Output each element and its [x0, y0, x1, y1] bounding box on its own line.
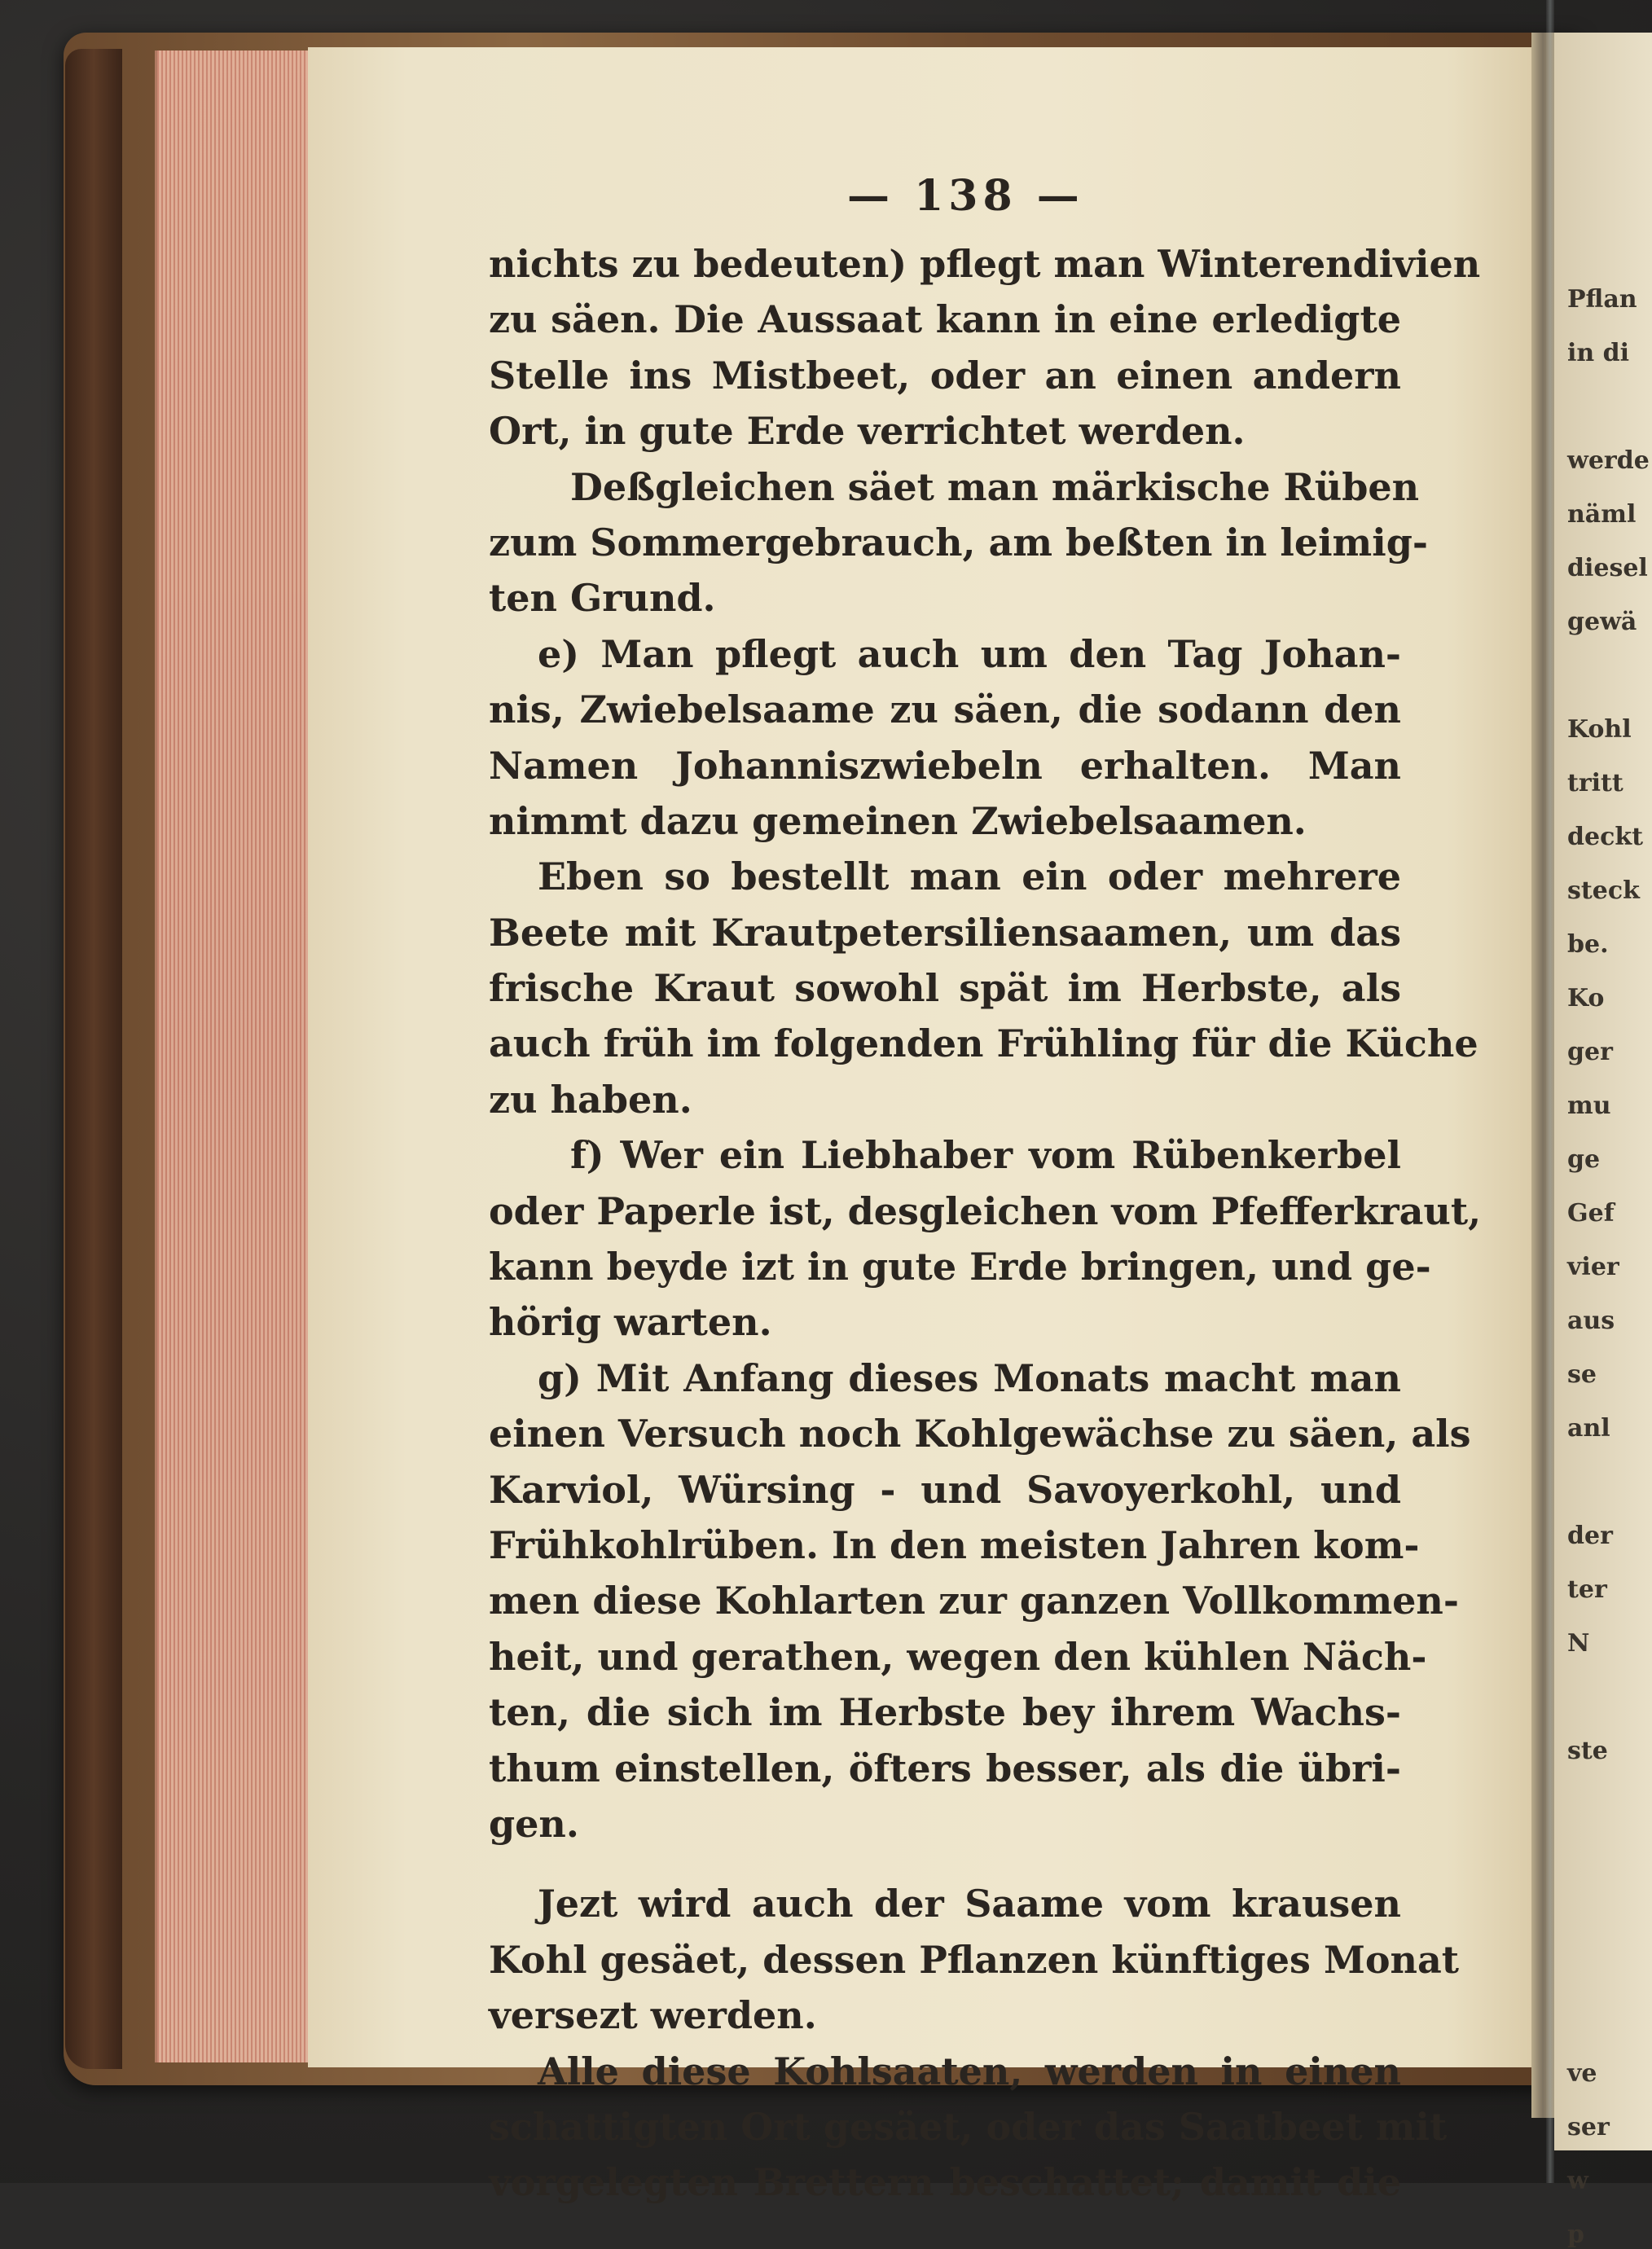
text-line: nimmt dazu gemeinen Zwiebelsaamen.	[489, 798, 1307, 843]
text-line: Karviol, Würsing - und Savoyerkohl, und	[489, 1467, 1401, 1512]
right-page-fragment: aus	[1567, 1307, 1615, 1335]
right-page-fragment: gewä	[1567, 608, 1637, 636]
right-page-fragment: Ko	[1567, 984, 1605, 1012]
text-line: nichts zu bedeuten) pflegt man Winterendivien	[489, 242, 1481, 286]
text-line: zum Sommergebrauch, am beßten in leimig-	[489, 520, 1428, 564]
text-line: einen Versuch noch Kohlgewächse zu säen, als	[489, 1412, 1471, 1456]
right-page-fragment: N	[1567, 1629, 1590, 1658]
right-page-fragment: diesel	[1567, 554, 1648, 582]
right-page-fragment: ve	[1567, 2059, 1597, 2088]
right-page-fragment: Pflan	[1567, 285, 1637, 314]
text-line: gen.	[489, 1801, 579, 1846]
page-text-block	[489, 236, 1482, 2211]
right-page-fragment: in di	[1567, 339, 1630, 367]
text-line: Stelle ins Mistbeet, oder an einen andern	[489, 353, 1401, 398]
right-page-fragment: ste	[1567, 1737, 1608, 1765]
text-line: frische Kraut sowohl spät im Herbste, als	[489, 966, 1401, 1011]
text-line: ten Grund.	[489, 576, 716, 621]
text-line: auch früh im folgenden Frühling für die Küche	[489, 1021, 1478, 1066]
right-page-fragment: ter	[1567, 1575, 1607, 1604]
text-line: f) Wer ein Liebhaber vom Rübenkerbel	[570, 1133, 1401, 1178]
right-page-fragment: werde	[1567, 446, 1650, 475]
text-line: Kohl gesäet, dessen Pflanzen künftiges Monat	[489, 1937, 1460, 1982]
text-line: Namen Johanniszwiebeln erhalten. Man	[489, 743, 1401, 788]
right-page-fragment: Kohl	[1567, 715, 1632, 744]
right-page-fragment: deckt	[1567, 823, 1643, 851]
right-page-fragment: vier	[1567, 1253, 1619, 1281]
text-line: hörig warten.	[489, 1300, 772, 1345]
text-line: zu säen. Die Aussaat kann in eine erledigte	[489, 297, 1401, 342]
text-line: ten, die sich im Herbste bey ihrem Wachs-	[489, 1690, 1401, 1735]
text-line: zu haben.	[489, 1077, 692, 1122]
right-page-fragment: der	[1567, 1522, 1613, 1550]
text-line: Eben so bestellt man ein oder mehrere	[538, 854, 1401, 899]
text-line: Deßgleichen säet man märkische Rüben	[570, 464, 1420, 509]
right-page-fragment: ger	[1567, 1038, 1613, 1066]
text-line: kann beyde izt in gute Erde bringen, und ge-	[489, 1245, 1431, 1289]
right-page-fragment: ser	[1567, 2113, 1610, 2141]
text-line: Beete mit Krautpetersiliensaamen, um das	[489, 910, 1401, 955]
text-line: Frühkohlrüben. In den meisten Jahren kom-	[489, 1522, 1420, 1567]
text-line: heit, und gerathen, wegen den kühlen Näch-	[489, 1634, 1427, 1679]
right-page-fragment: näml	[1567, 500, 1637, 529]
text-line: Ort, in gute Erde verrichtet werden.	[489, 409, 1246, 454]
text-line: vorgelegten Brettern beschattet; damit die	[489, 2160, 1401, 2205]
right-page-fragment: mu	[1567, 1092, 1611, 1120]
glass-plate-edge	[1546, 0, 1554, 2183]
text-line: g) Mit Anfang dieses Monats macht man	[538, 1355, 1401, 1400]
right-page-fragment: anl	[1567, 1414, 1610, 1443]
text-line: thum einstellen, öfters besser, als die übri-	[489, 1746, 1401, 1790]
text-line: schattigten Ort gesäet, oder das Saatbeet mit	[489, 2104, 1448, 2149]
book-spine	[65, 49, 122, 2069]
page-number: — 138 —	[847, 171, 1084, 221]
text-line: Alle diese Kohlsaaten, werden in einen	[538, 2049, 1401, 2093]
right-page-fragment: p	[1567, 2220, 1584, 2249]
text-line: nis, Zwiebelsaame zu säen, die sodann den	[489, 687, 1401, 732]
text-line: versezt werden.	[489, 1993, 817, 2038]
text-line: Jezt wird auch der Saame vom krausen	[538, 1882, 1401, 1926]
right-page-edge	[1554, 33, 1652, 2249]
right-page-fragment: ge	[1567, 1145, 1601, 1174]
right-page-fragment: w	[1567, 2167, 1588, 2195]
text-line: oder Paperle ist, desgleichen vom Pfefferkraut,	[489, 1188, 1482, 1233]
text-line: e) Man pflegt auch um den Tag Johan-	[538, 631, 1401, 676]
page-block-edge	[155, 51, 312, 2062]
right-page-fragment: steck	[1567, 876, 1640, 905]
right-page-fragment: be.	[1567, 930, 1609, 959]
right-page-fragment: se	[1567, 1360, 1597, 1389]
right-page-fragment: tritt	[1567, 769, 1623, 797]
right-page-fragment: Gef	[1567, 1199, 1615, 1228]
text-line: men diese Kohlarten zur ganzen Vollkommen-	[489, 1579, 1459, 1623]
text-line	[489, 1851, 1401, 1876]
